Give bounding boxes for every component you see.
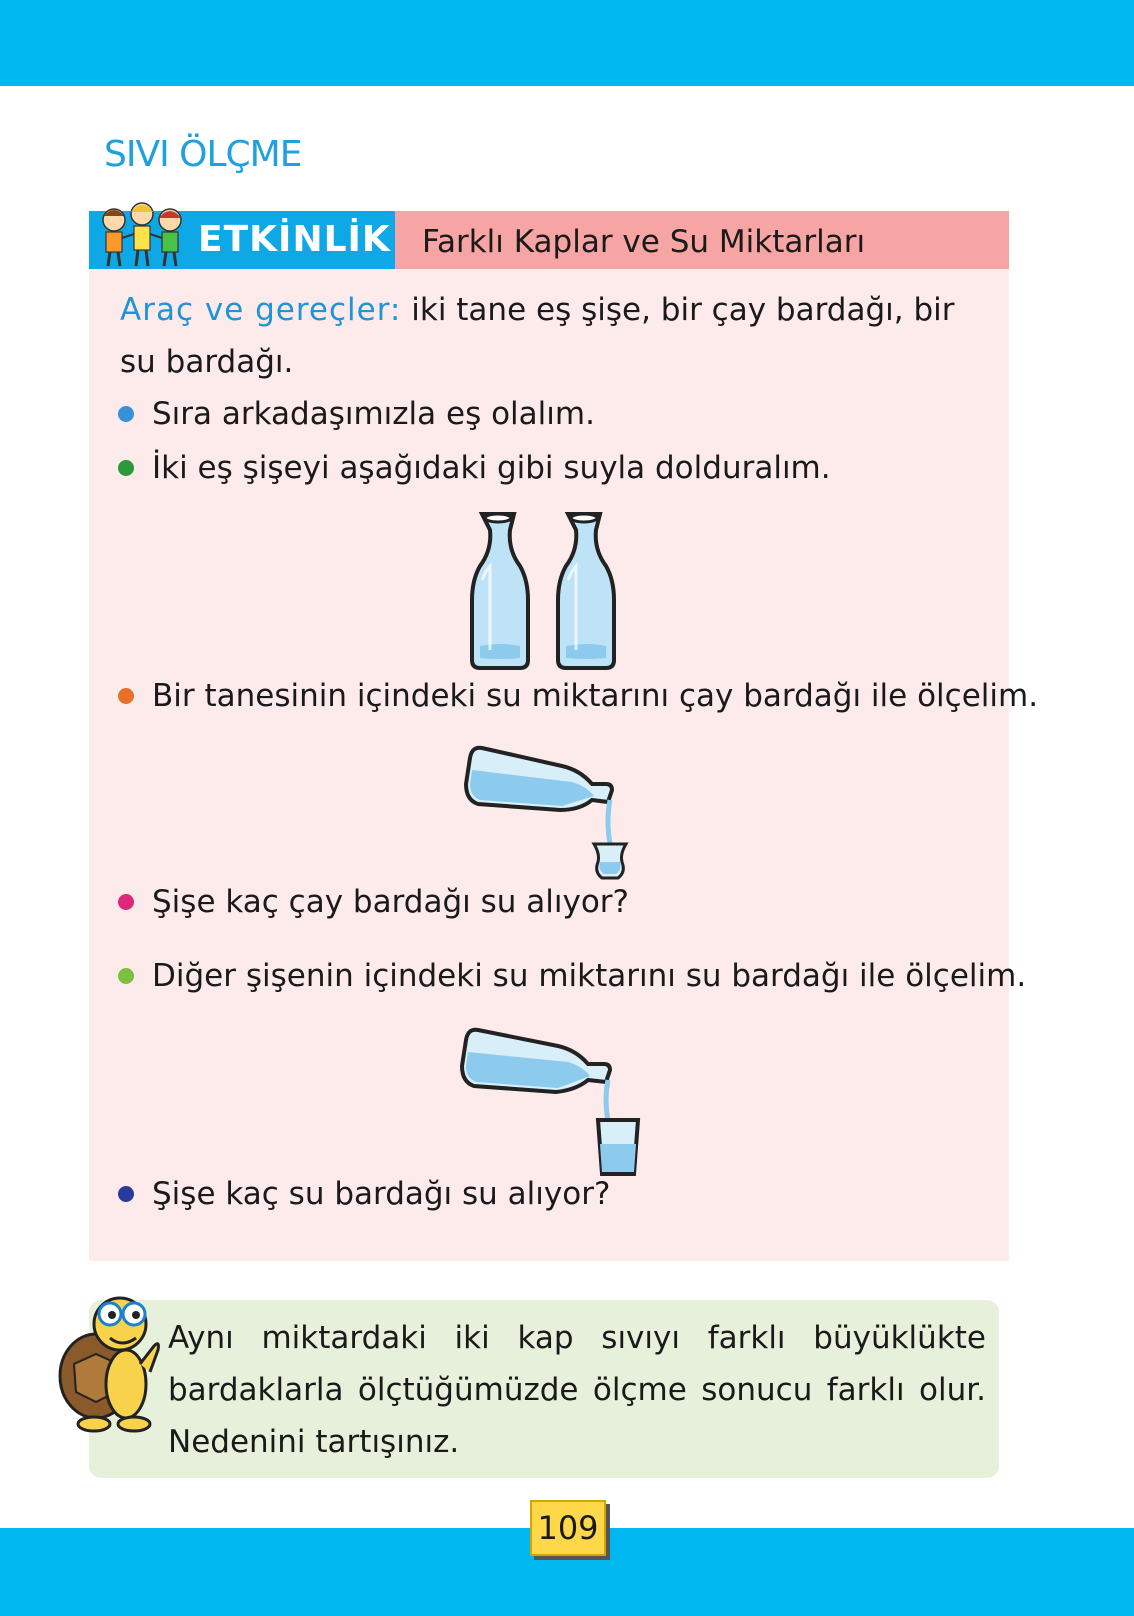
list-item (118, 1176, 610, 1212)
step-text: İki eş şişeyi aşağıdaki gibi suyla dolduralım. (152, 450, 831, 486)
children-icon (92, 198, 192, 270)
bullet-dot (118, 1186, 134, 1202)
tools-text-cont: su bardağı. (120, 344, 294, 380)
list-item (118, 450, 831, 486)
turtle-mascot-icon (54, 1284, 164, 1434)
bullet-dot (118, 894, 134, 910)
bullet-dot (118, 688, 134, 704)
bottle-pouring-into-water-glass-illustration (458, 1024, 648, 1180)
two-bottles-illustration (470, 510, 630, 670)
tools-text: iki tane eş şişe, bir çay bardağı, bir (411, 292, 955, 328)
page-number: 109 (530, 1500, 606, 1556)
step-text: Diğer şişenin içindeki su miktarını su bardağı ile ölçelim. (152, 958, 1027, 994)
bullet-dot (118, 460, 134, 476)
activity-badge-label: ETKİNLİK (198, 219, 391, 260)
step-text: Şişe kaç çay bardağı su alıyor? (152, 884, 629, 920)
bullet-dot (118, 406, 134, 422)
step-text: Şişe kaç su bardağı su alıyor? (152, 1176, 611, 1212)
bullet-dot (118, 968, 134, 984)
activity-title: Farklı Kaplar ve Su Miktarları (422, 224, 866, 260)
list-item (118, 678, 1038, 714)
step-text: Bir tanesinin içindeki su miktarını çay bardağı ile ölçelim. (152, 678, 1039, 714)
section-title: SIVI ÖLÇME (104, 134, 302, 175)
tools-label: Araç ve gereçler: (120, 292, 402, 328)
note-line: Aynı miktardaki iki kap sıvıyı farklı büyüklükte (168, 1320, 986, 1356)
step-text: Sıra arkadaşımızla eş olalım. (152, 396, 595, 432)
note-line: bardaklarla ölçtüğümüzde ölçme sonucu farklı olur. (168, 1372, 986, 1408)
note-line: Nedenini tartışınız. (168, 1424, 460, 1460)
list-item (118, 884, 629, 920)
tools-line (120, 284, 980, 336)
list-item (118, 396, 595, 432)
top-color-band (0, 0, 1134, 86)
bottle-pouring-into-tea-glass-illustration (462, 740, 642, 880)
note-text (168, 1312, 986, 1468)
list-item (118, 958, 1026, 994)
